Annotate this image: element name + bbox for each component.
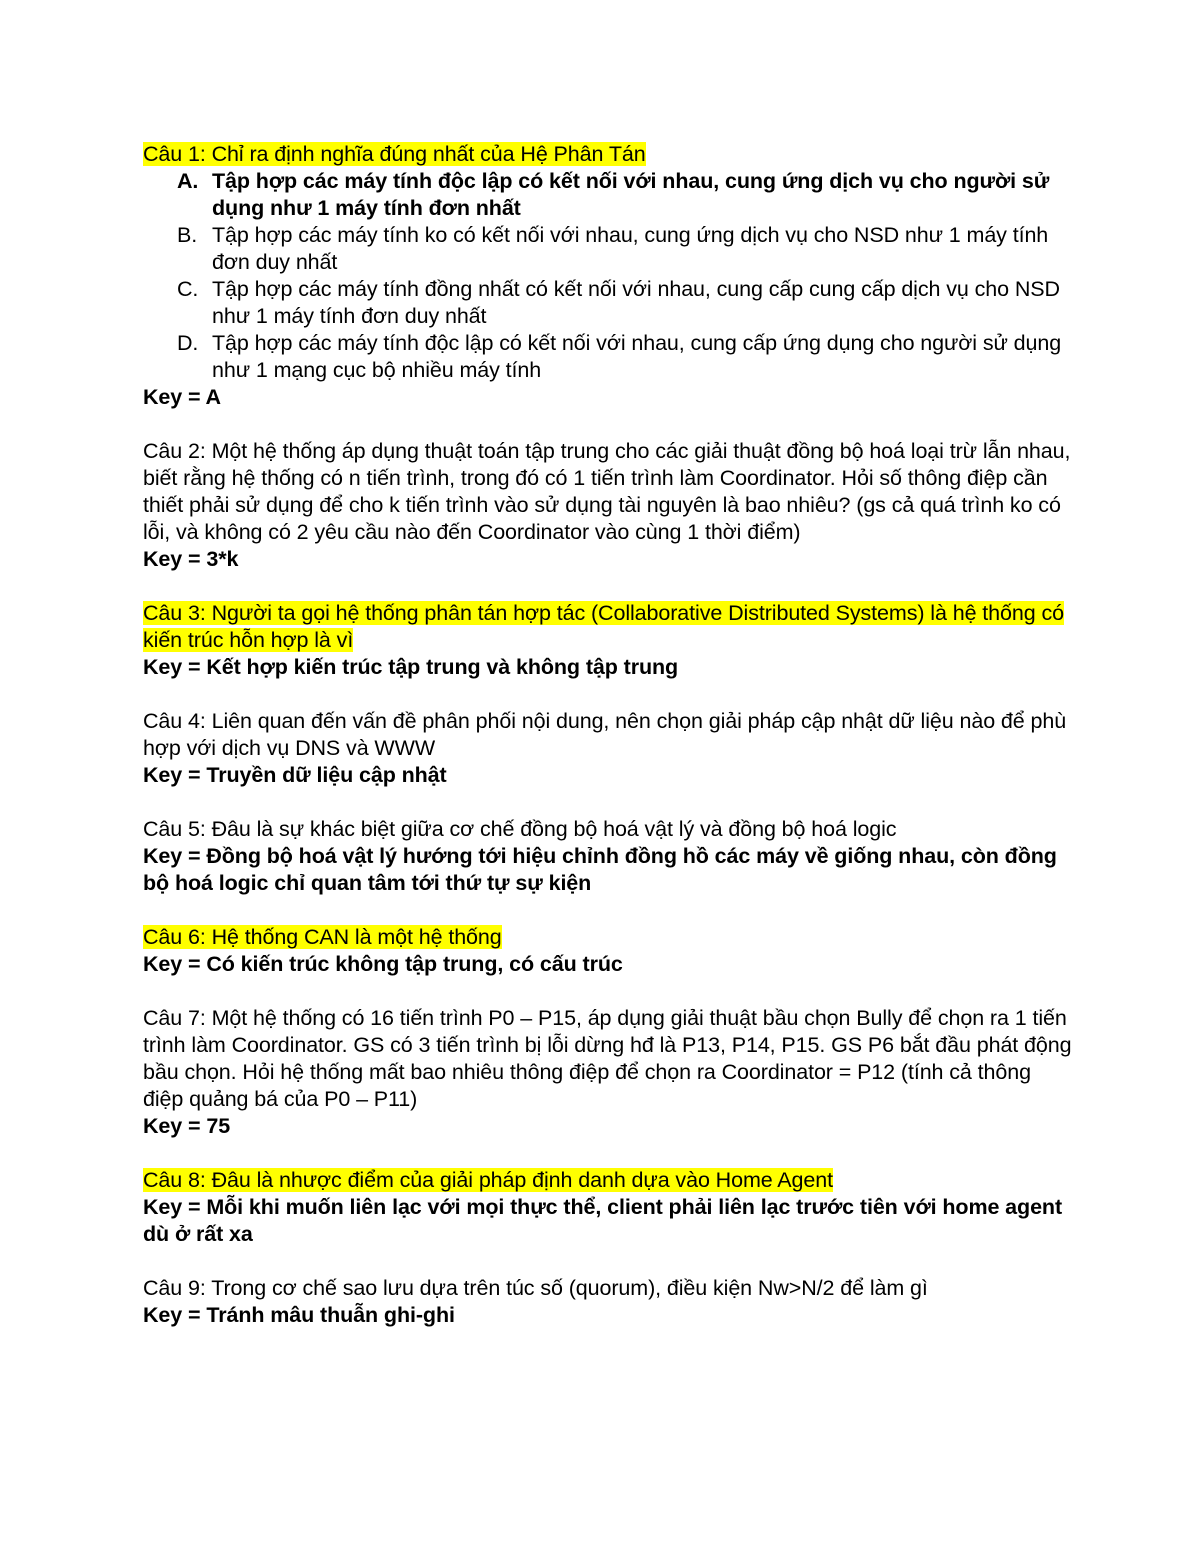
- question-6-prompt: [143, 924, 1073, 951]
- question-1-answer-key: Key = A: [143, 385, 221, 409]
- question-5-prompt: Câu 5: Đâu là sự khác biệt giữa cơ chế đồng bộ hoá vật lý và đồng bộ hoá logic: [143, 817, 897, 841]
- question-7-prompt: Câu 7: Một hệ thống có 16 tiến trình P0 – P15, áp dụng giải thuật bầu chọn Bully để chọn ra 1 tiến trình làm Coordinator. GS có 3 tiến trình bị lỗi dừng hđ là P13, P14, P15. GS P6 bắt đầu phát động bầu chọn. Hỏi hệ thống mất bao nhiêu thông điệp để chọn ra Coordinator = P12 (tính cả thông điệp quảng bá của P0 – P11): [143, 1006, 1072, 1111]
- question-8: [143, 1167, 1073, 1248]
- option-d-letter: D.: [177, 331, 199, 355]
- question-3-answer-key: Key = Kết hợp kiến trúc tập trung và không tập trung: [143, 655, 679, 679]
- question-1-options: [143, 168, 1073, 384]
- question-5: [143, 816, 1073, 897]
- option-c-letter: C.: [177, 277, 199, 301]
- highlighted-prompt-text: Câu 6: Hệ thống CAN là một hệ thống: [143, 925, 502, 949]
- question-2-answer-key: Key = 3*k: [143, 547, 239, 571]
- option-b: [143, 222, 1073, 276]
- question-3-prompt: [143, 600, 1073, 654]
- question-8-prompt: [143, 1167, 1073, 1194]
- question-2-prompt: Câu 2: Một hệ thống áp dụng thuật toán tập trung cho các giải thuật đồng bộ hoá loại trừ lẫn nhau, biết rằng hệ thống có n tiến trình, trong đó có 1 tiến trình làm Coordinator. Hỏi số thông điệp cần thiết phải sử dụng để cho k tiến trình vào sử dụng tài nguyên là bao nhiêu? (gs cả quá trình ko có lỗi, và không có 2 yêu cầu nào đến Coordinator vào cùng 1 thời điểm): [143, 439, 1071, 544]
- question-7: [143, 1005, 1073, 1140]
- option-c: [143, 276, 1073, 330]
- question-2: [143, 438, 1073, 573]
- question-1: [143, 141, 1073, 411]
- question-6-answer-key: Key = Có kiến trúc không tập trung, có cấu trúc: [143, 952, 623, 976]
- option-a-letter: A.: [177, 169, 199, 193]
- highlighted-prompt-text: Câu 1: Chỉ ra định nghĩa đúng nhất của Hệ Phân Tán: [143, 142, 646, 166]
- question-9: [143, 1275, 1073, 1329]
- option-a-text: Tập hợp các máy tính độc lập có kết nối với nhau, cung ứng dịch vụ cho người sử dụng như 1 máy tính đơn nhất: [212, 169, 1050, 220]
- option-b-text: Tập hợp các máy tính ko có kết nối với nhau, cung ứng dịch vụ cho NSD như 1 máy tính đơn duy nhất: [212, 223, 1049, 274]
- option-b-letter: B.: [177, 223, 198, 247]
- option-d-text: Tập hợp các máy tính độc lập có kết nối với nhau, cung cấp ứng dụng cho người sử dụng như 1 mạng cục bộ nhiều máy tính: [212, 331, 1062, 382]
- option-c-text: Tập hợp các máy tính đồng nhất có kết nối với nhau, cung cấp cung cấp dịch vụ cho NSD như 1 máy tính đơn duy nhất: [212, 277, 1060, 328]
- question-5-answer-key: Key = Đồng bộ hoá vật lý hướng tới hiệu chỉnh đồng hồ các máy về giống nhau, còn đồng bộ hoá logic chỉ quan tâm tới thứ tự sự kiện: [143, 844, 1057, 895]
- highlighted-prompt-text: Câu 8: Đâu là nhược điểm của giải pháp định danh dựa vào Home Agent: [143, 1168, 833, 1192]
- document-page: [143, 141, 1073, 1356]
- question-9-prompt: Câu 9: Trong cơ chế sao lưu dựa trên túc số (quorum), điều kiện Nw>N/2 để làm gì: [143, 1276, 928, 1300]
- question-3: [143, 600, 1073, 681]
- question-6: [143, 924, 1073, 978]
- question-9-answer-key: Key = Tránh mâu thuẫn ghi-ghi: [143, 1303, 455, 1327]
- question-1-prompt: [143, 141, 1073, 168]
- question-4-prompt: Câu 4: Liên quan đến vấn đề phân phối nội dung, nên chọn giải pháp cập nhật dữ liệu nào để phù hợp với dịch vụ DNS và WWW: [143, 709, 1067, 760]
- option-d: [143, 330, 1073, 384]
- question-8-answer-key: Key = Mỗi khi muốn liên lạc với mọi thực thể, client phải liên lạc trước tiên với home agent dù ở rất xa: [143, 1195, 1063, 1246]
- question-4-answer-key: Key = Truyền dữ liệu cập nhật: [143, 763, 447, 787]
- question-4: [143, 708, 1073, 789]
- question-7-answer-key: Key = 75: [143, 1114, 231, 1138]
- option-a: [143, 168, 1073, 222]
- highlighted-prompt-text: Câu 3: Người ta gọi hệ thống phân tán hợp tác (Collaborative Distributed Systems) là hệ thống có kiến trúc hỗn hợp là vì: [143, 601, 1064, 652]
